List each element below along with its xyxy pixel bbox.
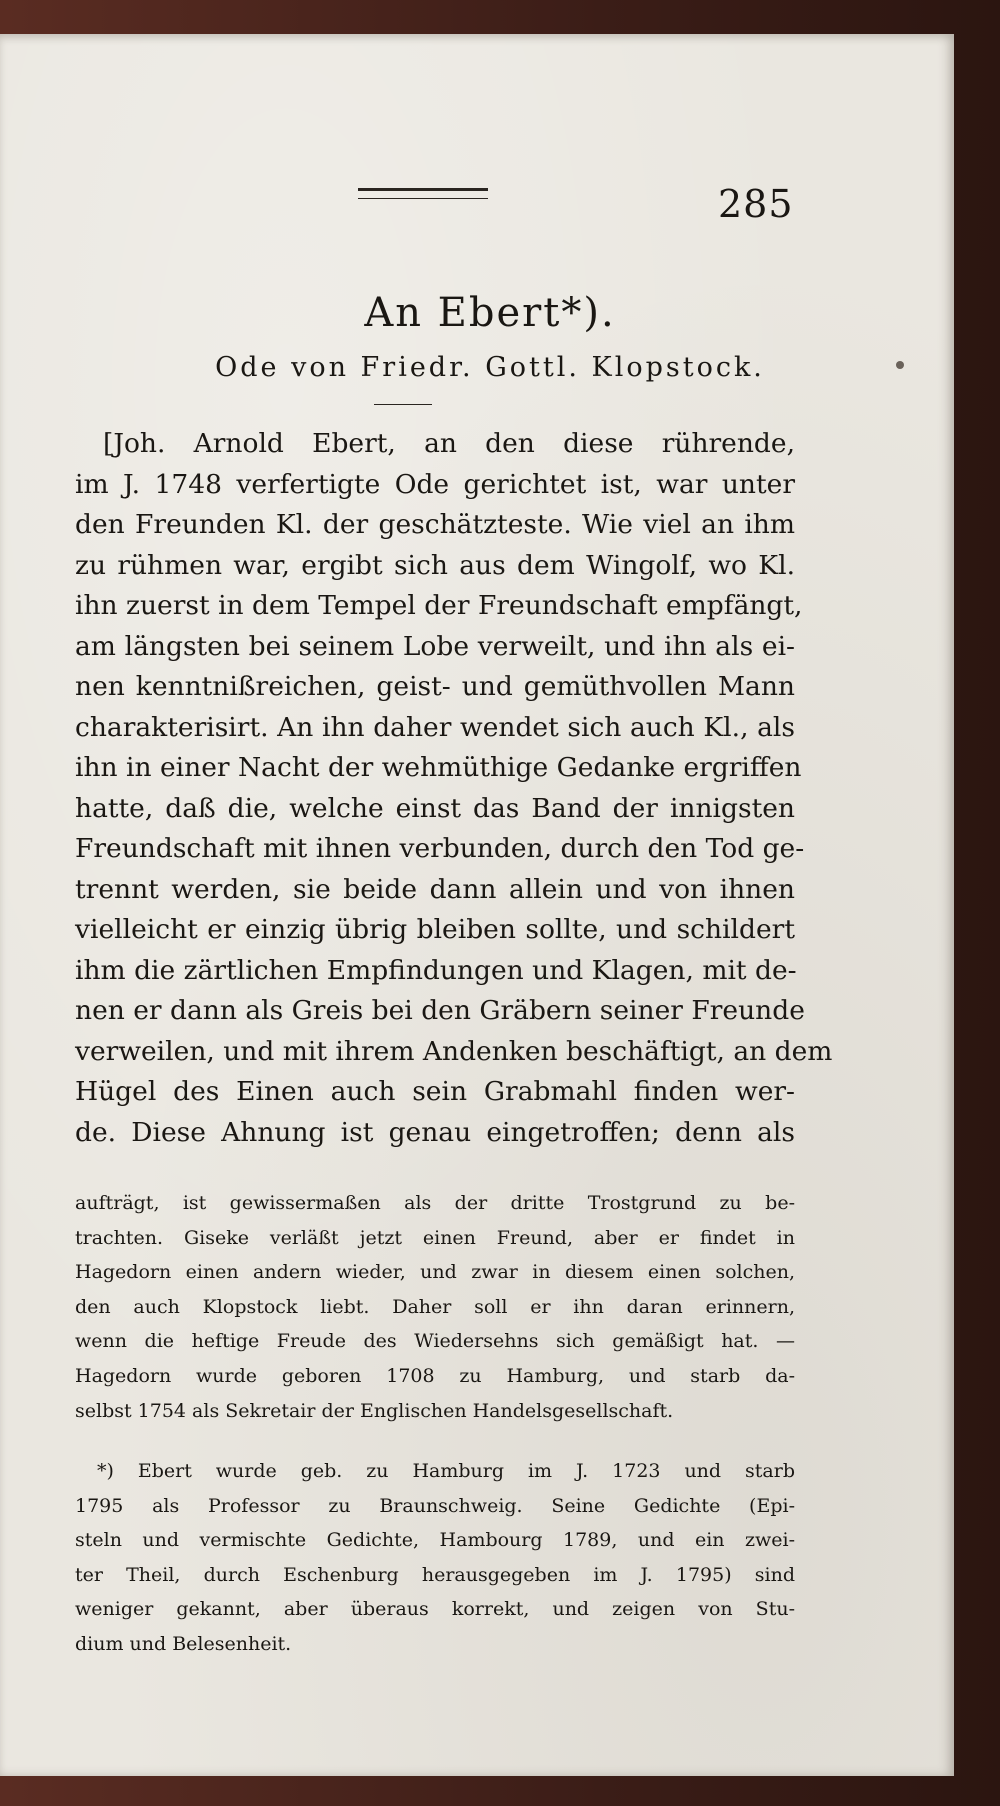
footnote-line: ter Theil, durch Eschenburg herausgegeben im J. 1795) sind (75, 1563, 795, 1586)
body-line: hatte, daß die, welche einst das Band der innigsten (75, 792, 795, 824)
book-page (0, 34, 954, 1776)
body-line: den Freunden Kl. der geschätzteste. Wie viel an ihm (75, 509, 795, 540)
body-line: vielleicht er einzig übrig bleiben sollte, und schildert (75, 914, 795, 945)
body-line: am längsten bei seinem Lobe verweilt, und ihn als ei- (75, 630, 795, 662)
body-line: ihn zuerst in dem Tempel der Freundschaft empfängt, (75, 590, 803, 621)
footnote-line: trachten. Giseke verläßt jetzt einen Freund, aber er findet in (75, 1226, 795, 1249)
body-line: Hügel des Einen auch sein Grabmahl finden wer- (75, 1076, 795, 1107)
footnote-line: den auch Klopstock liebt. Daher soll er ihn daran erinnern, (75, 1295, 795, 1318)
footnote-line: Hagedorn einen andern wieder, und zwar in diesem einen solchen, (75, 1261, 795, 1284)
body-line: zu rühmen war, ergibt sich aus dem Wingolf, wo Kl. (75, 549, 795, 581)
body-line: trennt werden, sie beide dann allein und von ihnen (75, 873, 795, 905)
poem-title: An Ebert*). (364, 290, 616, 336)
body-line: verweilen, und mit ihrem Andenken beschäftigt, an dem (75, 1035, 833, 1067)
poem-subtitle: Ode von Friedr. Gottl. Klopstock. (215, 352, 765, 383)
footnote-line: 1795 als Professor zu Braunschweig. Seine Gedichte (Epi- (75, 1494, 795, 1517)
footnote-ebert (75, 1454, 795, 1662)
body-line: Freundschaft mit ihnen verbunden, durch den Tod ge- (75, 833, 805, 864)
body-line: [Joh. Arnold Ebert, an den diese rührende, (103, 428, 795, 459)
footnote-line: *) Ebert wurde geb. zu Hamburg im J. 1723 und starb (97, 1460, 795, 1482)
footnote-line: aufträgt, ist gewissermaßen als der dritte Trostgrund zu be- (75, 1192, 795, 1214)
ink-spot (896, 361, 904, 369)
footnote-line: dium und Belesenheit. (75, 1632, 292, 1655)
body-line: nen er dann als Greis bei den Gräbern seiner Freunde (75, 995, 805, 1026)
header-ornament-rule (358, 188, 488, 199)
body-line: charakterisirt. An ihn daher wendet sich auch Kl., als (75, 711, 795, 743)
body-line: nen kenntnißreichen, geist- und gemüthvollen Mann (75, 671, 795, 702)
body-line: im J. 1748 verfertigte Ode gerichtet ist, war unter (75, 468, 795, 500)
body-line: de. Diese Ahnung ist genau eingetroffen; denn als (75, 1116, 795, 1148)
footnote-continued (75, 1186, 795, 1428)
footnote-line: weniger gekannt, aber überaus korrekt, und zeigen von Stu- (75, 1598, 795, 1621)
footnote-line: wenn die heftige Freude des Wiedersehns sich gemäßigt hat. — (75, 1330, 795, 1353)
body-line: ihn in einer Nacht der wehmüthige Gedanke ergriffen (75, 752, 802, 783)
body-line: ihm die zärtlichen Empfindungen und Klagen, mit de- (75, 954, 797, 986)
footnote-line: selbst 1754 als Sekretair der Englischen Handelsgesellschaft. (75, 1399, 674, 1422)
introduction-text (75, 424, 833, 1153)
footnote-line: steln und vermischte Gedichte, Hambourg 1789, und ein zwei- (75, 1529, 795, 1552)
footnote-line: Hagedorn wurde geboren 1708 zu Hamburg, und starb da- (75, 1364, 795, 1387)
title-divider (374, 404, 432, 405)
page-number: 285 (718, 182, 794, 226)
